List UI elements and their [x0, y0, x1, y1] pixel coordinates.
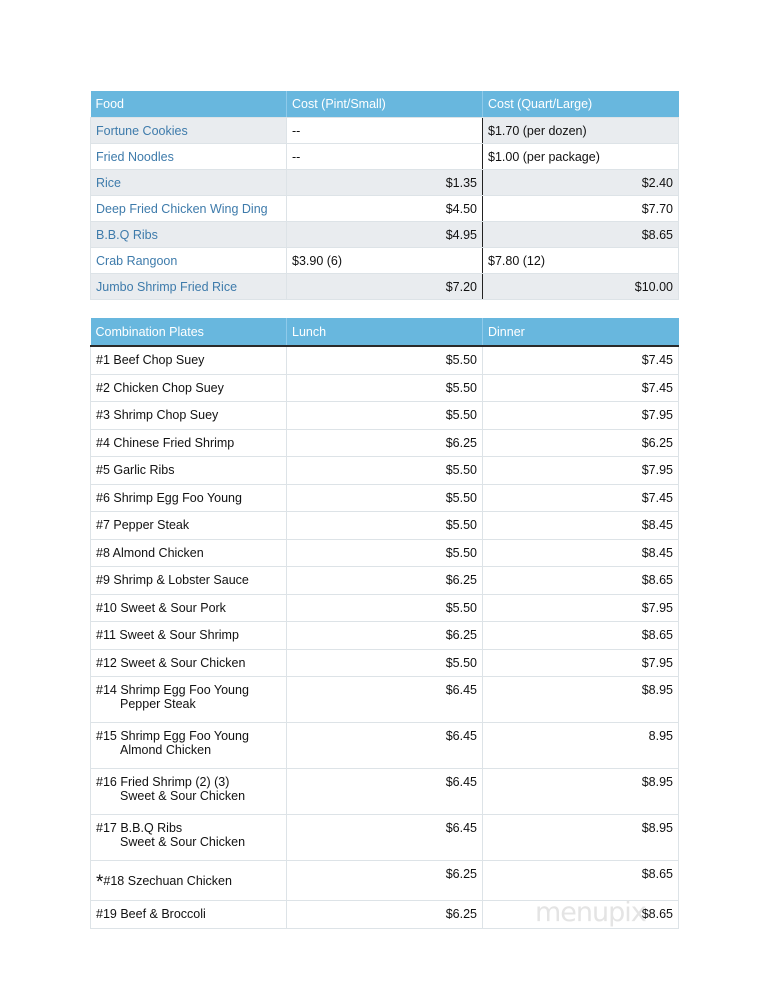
plate-name: #19 Beef & Broccoli	[91, 901, 287, 929]
dinner-price: $7.45	[483, 346, 679, 374]
special-marker: *	[96, 871, 104, 893]
dinner-price: $8.65	[483, 901, 679, 929]
dinner-price: 8.95	[483, 723, 679, 769]
table-row	[91, 861, 679, 901]
lunch-price: $5.50	[287, 512, 483, 540]
lunch-price: $6.25	[287, 429, 483, 457]
food-name: Fried Noodles	[91, 144, 287, 170]
table-row	[91, 346, 679, 374]
lunch-price: $5.50	[287, 457, 483, 485]
food-name: Deep Fried Chicken Wing Ding	[91, 196, 287, 222]
plate-sub-item: Pepper Steak	[120, 697, 196, 711]
plate-name: #12 Sweet & Sour Chicken	[91, 649, 287, 677]
table-row	[91, 274, 679, 300]
plate-name: #15 Shrimp Egg Foo Young	[96, 729, 249, 743]
lunch-price: $5.50	[287, 346, 483, 374]
food-name: Jumbo Shrimp Fried Rice	[91, 274, 287, 300]
cost-large: $2.40	[483, 170, 679, 196]
cost-small: $7.20	[287, 274, 483, 300]
table-row	[91, 222, 679, 248]
cost-large: $8.65	[483, 222, 679, 248]
plate-name: #17 B.B.Q Ribs	[96, 821, 183, 835]
dinner-price: $8.65	[483, 861, 679, 901]
lunch-price: $6.25	[287, 567, 483, 595]
menupix-watermark: menupix	[535, 897, 646, 928]
lunch-price: $6.25	[287, 861, 483, 901]
table-row	[91, 429, 679, 457]
table-row	[91, 248, 679, 274]
plate-name: #11 Sweet & Sour Shrimp	[91, 622, 287, 650]
dinner-price: $8.95	[483, 769, 679, 815]
table-row	[91, 402, 679, 430]
dinner-price: $7.95	[483, 649, 679, 677]
lunch-price: $6.25	[287, 622, 483, 650]
dinner-price: $6.25	[483, 429, 679, 457]
cost-large: $7.70	[483, 196, 679, 222]
lunch-price: $5.50	[287, 649, 483, 677]
cost-small: $1.35	[287, 170, 483, 196]
table-row	[91, 567, 679, 595]
food-name: Fortune Cookies	[91, 118, 287, 144]
lunch-price: $5.50	[287, 594, 483, 622]
cost-large: $10.00	[483, 274, 679, 300]
dinner-price: $8.45	[483, 539, 679, 567]
table-row	[91, 118, 679, 144]
dinner-price: $8.65	[483, 567, 679, 595]
cost-small: --	[287, 144, 483, 170]
lunch-price: $6.45	[287, 677, 483, 723]
dinner-price: $7.45	[483, 374, 679, 402]
table-row	[91, 815, 679, 861]
table-row	[91, 622, 679, 650]
dinner-price: $7.95	[483, 594, 679, 622]
plate-sub-item: Almond Chicken	[120, 743, 212, 757]
food-name: Crab Rangoon	[91, 248, 287, 274]
table-row	[91, 374, 679, 402]
plate-sub-item: Sweet & Sour Chicken	[120, 835, 246, 849]
plate-name-cell	[91, 723, 287, 769]
table-row	[91, 594, 679, 622]
dinner-price: $8.45	[483, 512, 679, 540]
table-row	[91, 457, 679, 485]
plate-name: #8 Almond Chicken	[91, 539, 287, 567]
header-dinner: Dinner	[483, 318, 679, 346]
dinner-price: $7.95	[483, 457, 679, 485]
food-name: B.B.Q Ribs	[91, 222, 287, 248]
plate-name-cell	[91, 769, 287, 815]
dinner-price: $8.95	[483, 677, 679, 723]
dinner-price: $7.45	[483, 484, 679, 512]
plate-name: #16 Fried Shrimp (2) (3)	[96, 775, 230, 789]
plate-name-cell	[91, 861, 287, 901]
lunch-price: $6.25	[287, 901, 483, 929]
cost-large: $1.00 (per package)	[483, 144, 679, 170]
table-row	[91, 196, 679, 222]
dinner-price: $7.95	[483, 402, 679, 430]
header-combination-plates: Combination Plates	[91, 318, 287, 346]
header-lunch: Lunch	[287, 318, 483, 346]
plate-name: #2 Chicken Chop Suey	[91, 374, 287, 402]
header-food: Food	[91, 91, 287, 118]
cost-small: $3.90 (6)	[287, 248, 483, 274]
plate-name-cell	[91, 815, 287, 861]
combo-table-header	[91, 318, 679, 346]
header-cost-small: Cost (Pint/Small)	[287, 91, 483, 118]
plate-name: #4 Chinese Fried Shrimp	[91, 429, 287, 457]
food-table-header	[91, 91, 679, 118]
cost-large: $1.70 (per dozen)	[483, 118, 679, 144]
food-name: Rice	[91, 170, 287, 196]
plate-name: #3 Shrimp Chop Suey	[91, 402, 287, 430]
lunch-price: $5.50	[287, 402, 483, 430]
plate-sub-item: Sweet & Sour Chicken	[120, 789, 246, 803]
combination-plates-table	[90, 318, 679, 929]
lunch-price: $6.45	[287, 723, 483, 769]
table-row	[91, 723, 679, 769]
dinner-price: $8.95	[483, 815, 679, 861]
lunch-price: $5.50	[287, 539, 483, 567]
plate-name: #14 Shrimp Egg Foo Young	[96, 683, 249, 697]
table-row	[91, 677, 679, 723]
table-row	[91, 539, 679, 567]
cost-small: $4.50	[287, 196, 483, 222]
plate-name: #10 Sweet & Sour Pork	[91, 594, 287, 622]
plate-name: #9 Shrimp & Lobster Sauce	[91, 567, 287, 595]
table-row	[91, 484, 679, 512]
plate-name: #6 Shrimp Egg Foo Young	[91, 484, 287, 512]
table-row	[91, 649, 679, 677]
plate-name: #7 Pepper Steak	[91, 512, 287, 540]
cost-large: $7.80 (12)	[483, 248, 679, 274]
lunch-price: $6.45	[287, 815, 483, 861]
table-row	[91, 144, 679, 170]
lunch-price: $5.50	[287, 484, 483, 512]
table-row	[91, 512, 679, 540]
plate-name-cell	[91, 677, 287, 723]
food-price-table	[90, 91, 679, 300]
table-row	[91, 170, 679, 196]
cost-small: --	[287, 118, 483, 144]
plate-name: #1 Beef Chop Suey	[91, 346, 287, 374]
cost-small: $4.95	[287, 222, 483, 248]
lunch-price: $6.45	[287, 769, 483, 815]
plate-name: #5 Garlic Ribs	[91, 457, 287, 485]
dinner-price: $8.65	[483, 622, 679, 650]
table-row	[91, 769, 679, 815]
plate-name: #18 Szechuan Chicken	[103, 873, 232, 888]
header-cost-large: Cost (Quart/Large)	[483, 91, 679, 118]
lunch-price: $5.50	[287, 374, 483, 402]
